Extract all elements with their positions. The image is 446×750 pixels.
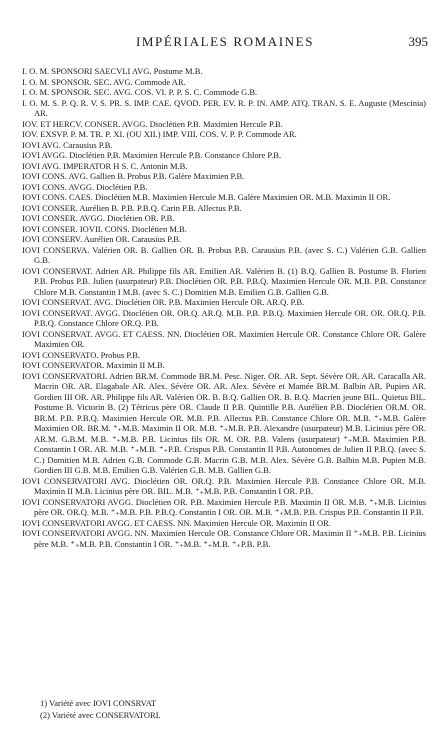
catalogue-entry: IOVI CONSERVATORI. Adrien BR.M. Commode BR.M. Pesc. Niger. OR. AR. Sept. Sévère OR. AR. Caracalla AR. Macrin OR. AR. Elagabale AR. Alex. Sévère OR. AR. Alex. Sévère et Mamée BR.M. Balbin AR. Pupien AR. Gordien III OR. AR. Philippe fils AR. Valérien OR. B. B.Q. Gallien OR. B. B.Q. Macrien jeune BIL. Quietus BIL. Postume B. Victorin B. (2) Tétricus père OR. Claude II P.B. Quintille P.B. Aurélien P.B. Dioclétien OR.M. OR. BR.M. P.B. P.B.Q. Maximien Hercule OR. M.B. P.B. Allectus P.B. Constance Chlore OR. M.B. ⁺₊M.B. Galère Maximien OR. BR.M. ⁺₊M.B. Maximin II OR. M.B. ⁺₊M.B. P.B. Alexandre (usurpateur) M.B. Licinius père OR. AR.M. G.B.M. M.B. ⁺₊M.B. P.B. Licinius fils OR. M. OR. P.B. Valens (usurpateur) ⁺₊M.B. Maximien P.B. Constantin I OR. AR. M.B. ⁺₊M.B. ⁺₊P.B. Crispus P.B. Constantin II P.B. Autonomes de Julien II P.B.Q. (avec S. C.) Domitien M.B. Adrien G.B. Commode G.B. Macrin G.B. M.B. Alex. Sévère G.B. Balbin M.B. Pupien M.B. Gordien III G.B. M.B. Emilien G.B. Valérien G.B. M.B. Gallien G.B. <box>22 370 426 475</box>
catalogue-entry: I. O. M. SPONSOR. SEC. AVG. COS. VI. P. P. S. C. Commode G.B. <box>22 87 258 97</box>
catalogue-entry: IOVI CONSERVATORI AVGG. NN. Maximien Hercule OR. Constance Chlore OR. Maximin II ⁺₊M.B. P.B. Licinius père M.B. ⁺₊M.B. P.B. Constantin I OR. ⁺₊M.B. ⁺₊M.B. ⁺₊P.B. P.B. <box>22 528 426 549</box>
catalogue-entry: IOVI CONS. AVG. Gallien B. Probus P.B. Galère Maximien P.B. <box>22 171 245 181</box>
footnote: 1) Variété avec IOVI CONSRVAT <box>40 698 157 708</box>
catalogue-entry: IOVI AVG. IMPERATOR H S. C. Antonin M.B. <box>22 160 188 171</box>
catalogue-entry: IOVI CONS. CAES. Dioclétien M.B. Maximien Hercule M.B. Galère Maximien OR. M.B. Maximin II OR. <box>22 192 391 202</box>
catalogue-entry: IOVI CONSERVATORI AVGG. ET CAESS. NN. Maximien Hercule OR. Maximin II OR. <box>22 517 331 528</box>
catalogue-entry: IOVI CONSER. AVGG. Dioclétien OR. P.B. <box>22 213 175 223</box>
catalogue-entry: IOVI CONSERVAT. AVGG. ET CAESS. NN. Dioclétien OR. Maximien Hercule OR. Constance Chlore OR. Galère Maximien OR. <box>22 328 426 349</box>
catalogue-entry: IOVI CONSERVATOR. Maximin II M.B. <box>22 360 165 370</box>
catalogue-entry: IOVI CONSERVATO. Probus P.B. <box>22 349 141 360</box>
catalogue-entry: IOVI CONSERVA. Valérien OR. B. Gallien OR. B. Probus P.B. Carausius P.B. (avec S. C.) Valérien G.B. Gallien G.B. <box>22 244 426 265</box>
catalogue-entry: IOVI AVGG. Dioclétien P.B. Maximien Hercule P.B. Constance Chlore P.B. <box>22 150 282 160</box>
page-header <box>22 34 428 50</box>
footnote: (2) Variété avec CONSERVATORI. <box>40 710 161 720</box>
catalogue-body <box>22 66 426 549</box>
catalogue-entry: IOVI CONSERVAT. AVG. Dioclétien OR. P.B. Maximien Hercule OR. AR.Q. P.B. <box>22 297 305 307</box>
catalogue-entry: IOVI AVG. Carausius P.B. <box>22 139 113 150</box>
catalogue-entry: IOVI CONSERV. Aurélien OR. Carausius P.B. <box>22 234 182 244</box>
catalogue-entry: I. O. M. SPONSORI SAECVLI AVG. Postume M.B. <box>22 66 203 76</box>
catalogue-entry: I. O. M. SPONSOR. SEC. AVG. Commode AR. <box>22 76 186 87</box>
running-title: IMPÉRIALES ROMAINES <box>135 34 315 49</box>
catalogue-entry: IOVI CONSERVAT. Adrien AR. Philippe fils AR. Emilien AR. Valérien B. (1) B.Q. Gallien B. Postume B. Florien P.B. Probus P.B. Julien (usurpateur) P.B. Dioclétien OR. P.B. P.B.Q. Maximien Hercule OR. M.B. P.B. Constance Chlore M.B. Constantin I M.B. (avec S. C.) Domitien M.B. Emilien G.B. Gallien G.B. <box>22 265 426 297</box>
catalogue-entry: IOVI CONSER. IOVII. CONS. Dioclétien M.B. <box>22 223 187 234</box>
catalogue-entry: IOV. ET HERCV. CONSER. AVGG. Dioclétien P.B. Maximien Hercule P.B. <box>22 118 283 129</box>
footnotes <box>40 697 161 721</box>
catalogue-entry: IOV. EXSVP. P. M. TR. P. XI. (OU XII.) IMP. VIII. COS. V. P. P. Commode AR. <box>22 129 297 139</box>
catalogue-entry: IOVI CONSERVAT. AVGG. Dioclétien OR. OR.Q. AR.Q. M.B. P.B. P.B.Q. Maximien Hercule OR. OR. OR.Q. P.B. P.B.Q. Constance Chlore OR.Q. P.B. <box>22 307 426 328</box>
catalogue-entry: I. O. M. S. P. Q. R. V. S. PR. S. IMP. CAE. QVOD. PER. EV. R. P. IN. AMP. ATQ. TRAN. S. E. Auguste (Mescinia) AR. <box>22 97 426 118</box>
catalogue-entry: IOVI CONSERVATORI AVGG. Dioclétien OR. P.B. Maximien Hercule P.B. Maximin II OR. M.B. ⁺₊M.B. Licinius père OR. OR.Q. M.B. ⁺₊M.B. P.B. P.B.Q. Constantin I OR. OR. M.B. ⁺₊M.B. P.B. Crispus P.B. Constantin II P.B. <box>22 496 426 517</box>
catalogue-entry: IOVI CONSERVATORI AVG. Dioclétien OR. OR.Q. P.B. Maximien Hercule P.B. Constance Chlore OR. M.B. Maximin II M.B. Licinius père OR. BIL. M.B. ⁺₊M.B. P.B. Constantin I OR. P.B. <box>22 475 426 496</box>
catalogue-entry: IOVI CONS. AVGG. Dioclétien P.B. <box>22 181 148 192</box>
page-number: 395 <box>408 34 428 49</box>
catalogue-entry: IOVI CONSER. Aurélien B. P.B. P.B.Q. Carin P.B. Allectus P.B. <box>22 202 242 213</box>
